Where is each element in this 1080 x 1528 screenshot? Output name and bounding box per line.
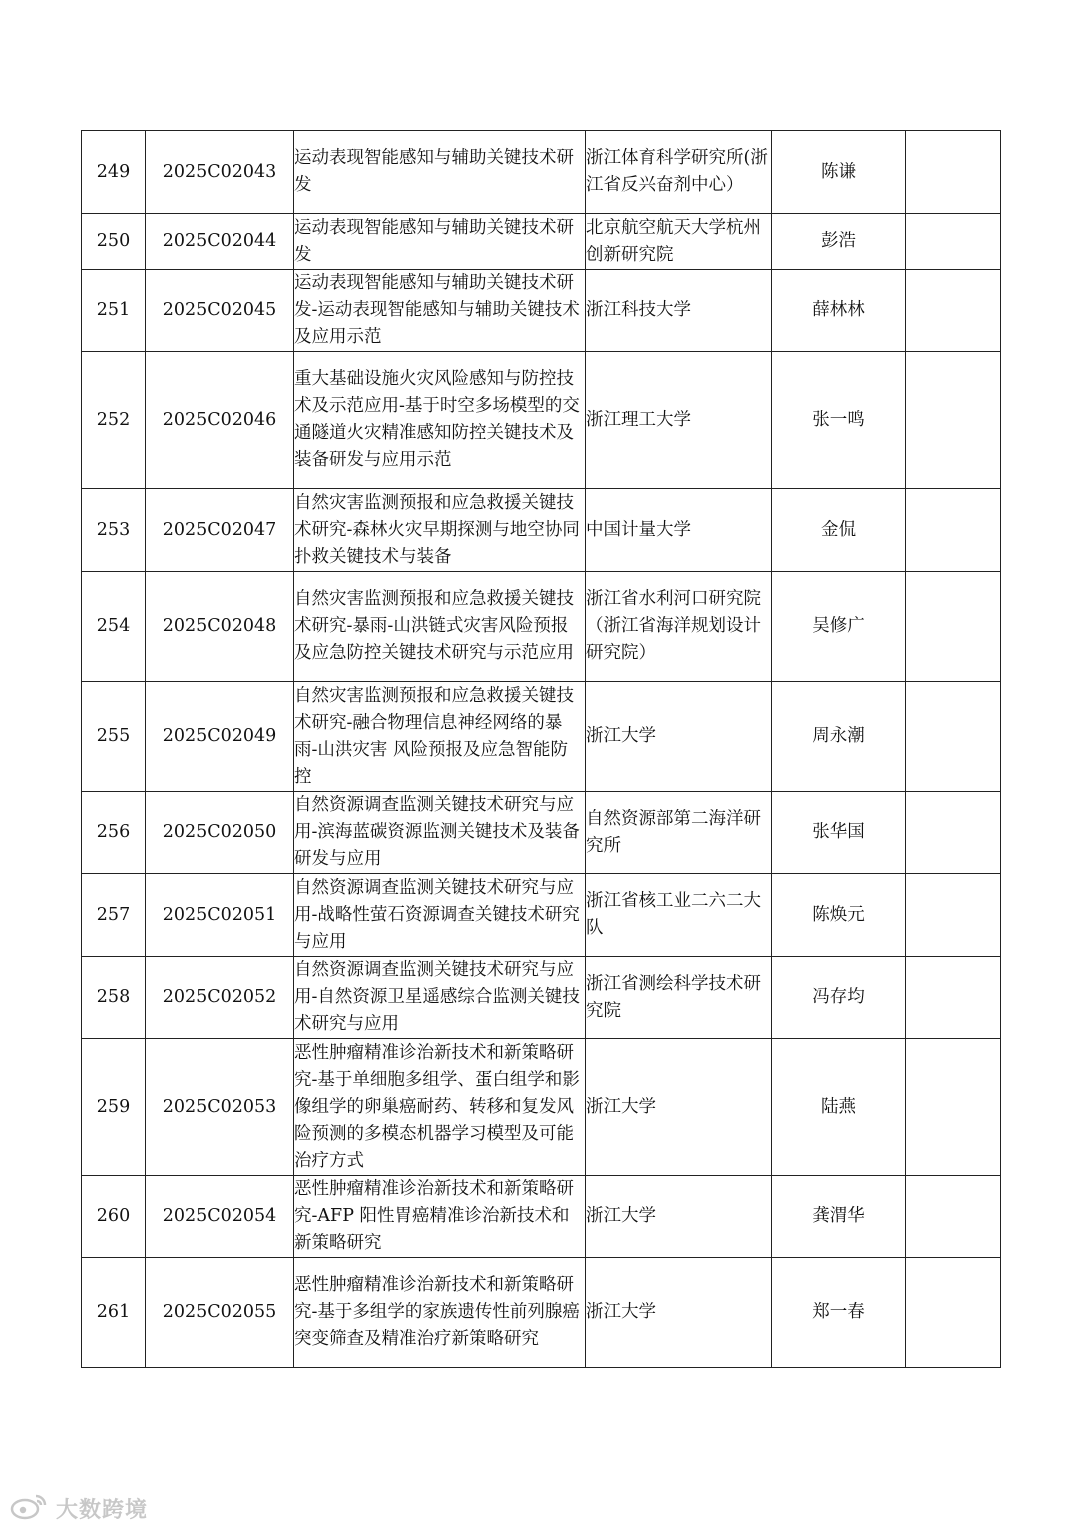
- cell-institution: 浙江理工大学: [586, 352, 772, 489]
- cell-project-code: 2025C02055: [146, 1258, 294, 1368]
- cell-number: 252: [82, 352, 146, 489]
- cell-number: 255: [82, 682, 146, 792]
- cell-project-code: 2025C02052: [146, 957, 294, 1039]
- cell-leader: 陈焕元: [772, 874, 906, 957]
- table-row: [82, 572, 1001, 682]
- cell-leader: 金侃: [772, 489, 906, 572]
- watermark-text: 大数跨境: [56, 1497, 149, 1523]
- cell-institution: 浙江体育科学研究所(浙江省反兴奋剂中心）: [586, 131, 772, 214]
- cell-number: 249: [82, 131, 146, 214]
- cell-project-title: 运动表现智能感知与辅助关键技术研发: [294, 131, 586, 214]
- cell-institution: 浙江省水利河口研究院（浙江省海洋规划设计研究院）: [586, 572, 772, 682]
- cell-note: [906, 682, 1001, 792]
- cell-note: [906, 352, 1001, 489]
- cell-project-title: 恶性肿瘤精准诊治新技术和新策略研究-基于单细胞多组学、蛋白组学和影像组学的卵巢癌耐药、转移和复发风险预测的多模态机器学习模型及可能治疗方式: [294, 1039, 586, 1176]
- table-row: [82, 214, 1001, 270]
- cell-project-code: 2025C02053: [146, 1039, 294, 1176]
- table-body: [82, 131, 1001, 1368]
- watermark: [10, 1490, 148, 1526]
- cell-project-code: 2025C02043: [146, 131, 294, 214]
- cell-project-code: 2025C02049: [146, 682, 294, 792]
- cell-project-code: 2025C02047: [146, 489, 294, 572]
- cell-project-title: 自然资源调查监测关键技术研究与应用-滨海蓝碳资源监测关键技术及装备研发与应用: [294, 792, 586, 874]
- cell-institution: 浙江大学: [586, 1176, 772, 1258]
- table-row: [82, 352, 1001, 489]
- cell-leader: 张一鸣: [772, 352, 906, 489]
- cell-leader: 周永潮: [772, 682, 906, 792]
- cell-leader: 彭浩: [772, 214, 906, 270]
- cell-number: 250: [82, 214, 146, 270]
- cell-project-title: 恶性肿瘤精准诊治新技术和新策略研究-AFP 阳性胃癌精准诊治新技术和新策略研究: [294, 1176, 586, 1258]
- cell-number: 256: [82, 792, 146, 874]
- cell-project-title: 自然灾害监测预报和应急救援关键技术研究-暴雨-山洪链式灾害风险预报及应急防控关键技术研究与示范应用: [294, 572, 586, 682]
- cell-note: [906, 489, 1001, 572]
- cell-note: [906, 1039, 1001, 1176]
- project-table: [81, 130, 1001, 1368]
- cell-project-code: 2025C02044: [146, 214, 294, 270]
- cell-project-code: 2025C02046: [146, 352, 294, 489]
- cell-note: [906, 131, 1001, 214]
- cell-institution: 北京航空航天大学杭州创新研究院: [586, 214, 772, 270]
- cell-leader: 陈谦: [772, 131, 906, 214]
- cell-project-title: 重大基础设施火灾风险感知与防控技术及示范应用-基于时空多场模型的交通隧道火灾精准感知防控关键技术及装备研发与应用示范: [294, 352, 586, 489]
- table-row: [82, 489, 1001, 572]
- cell-institution: 浙江省测绘科学技术研究院: [586, 957, 772, 1039]
- table-row: [82, 792, 1001, 874]
- table-row: [82, 270, 1001, 352]
- cell-note: [906, 792, 1001, 874]
- table-row: [82, 957, 1001, 1039]
- cell-leader: 郑一春: [772, 1258, 906, 1368]
- cell-project-title: 自然资源调查监测关键技术研究与应用-战略性萤石资源调查关键技术研究与应用: [294, 874, 586, 957]
- cell-note: [906, 957, 1001, 1039]
- cell-note: [906, 572, 1001, 682]
- table-row: [82, 131, 1001, 214]
- cell-institution: 浙江科技大学: [586, 270, 772, 352]
- cell-institution: 自然资源部第二海洋研究所: [586, 792, 772, 874]
- cell-project-title: 自然灾害监测预报和应急救援关键技术研究-森林火灾早期探测与地空协同扑救关键技术与装备: [294, 489, 586, 572]
- cell-project-title: 自然灾害监测预报和应急救援关键技术研究-融合物理信息神经网络的暴雨-山洪灾害 风险预报及应急智能防控: [294, 682, 586, 792]
- cell-number: 253: [82, 489, 146, 572]
- cell-note: [906, 214, 1001, 270]
- cell-note: [906, 1258, 1001, 1368]
- cell-institution: 浙江大学: [586, 1039, 772, 1176]
- cell-project-title: 运动表现智能感知与辅助关键技术研发: [294, 214, 586, 270]
- table-row: [82, 1176, 1001, 1258]
- table-row: [82, 682, 1001, 792]
- cell-project-code: 2025C02054: [146, 1176, 294, 1258]
- cell-number: 258: [82, 957, 146, 1039]
- cell-project-code: 2025C02050: [146, 792, 294, 874]
- cell-project-title: 运动表现智能感知与辅助关键技术研发-运动表现智能感知与辅助关键技术及应用示范: [294, 270, 586, 352]
- cell-leader: 吴修广: [772, 572, 906, 682]
- cell-institution: 浙江大学: [586, 1258, 772, 1368]
- table-row: [82, 1258, 1001, 1368]
- cell-project-code: 2025C02045: [146, 270, 294, 352]
- weibo-logo-icon: [10, 1492, 50, 1524]
- cell-number: 251: [82, 270, 146, 352]
- table-row: [82, 874, 1001, 957]
- cell-note: [906, 270, 1001, 352]
- cell-project-title: 恶性肿瘤精准诊治新技术和新策略研究-基于多组学的家族遗传性前列腺癌突变筛查及精准治疗新策略研究: [294, 1258, 586, 1368]
- cell-leader: 冯存均: [772, 957, 906, 1039]
- cell-leader: 龚渭华: [772, 1176, 906, 1258]
- cell-number: 259: [82, 1039, 146, 1176]
- cell-project-title: 自然资源调查监测关键技术研究与应用-自然资源卫星遥感综合监测关键技术研究与应用: [294, 957, 586, 1039]
- cell-number: 261: [82, 1258, 146, 1368]
- cell-institution: 浙江省核工业二六二大队: [586, 874, 772, 957]
- cell-institution: 中国计量大学: [586, 489, 772, 572]
- cell-leader: 薛林林: [772, 270, 906, 352]
- cell-note: [906, 1176, 1001, 1258]
- cell-institution: 浙江大学: [586, 682, 772, 792]
- cell-leader: 陆燕: [772, 1039, 906, 1176]
- cell-number: 254: [82, 572, 146, 682]
- cell-number: 257: [82, 874, 146, 957]
- cell-project-code: 2025C02051: [146, 874, 294, 957]
- table-row: [82, 1039, 1001, 1176]
- cell-leader: 张华国: [772, 792, 906, 874]
- cell-note: [906, 874, 1001, 957]
- cell-project-code: 2025C02048: [146, 572, 294, 682]
- cell-number: 260: [82, 1176, 146, 1258]
